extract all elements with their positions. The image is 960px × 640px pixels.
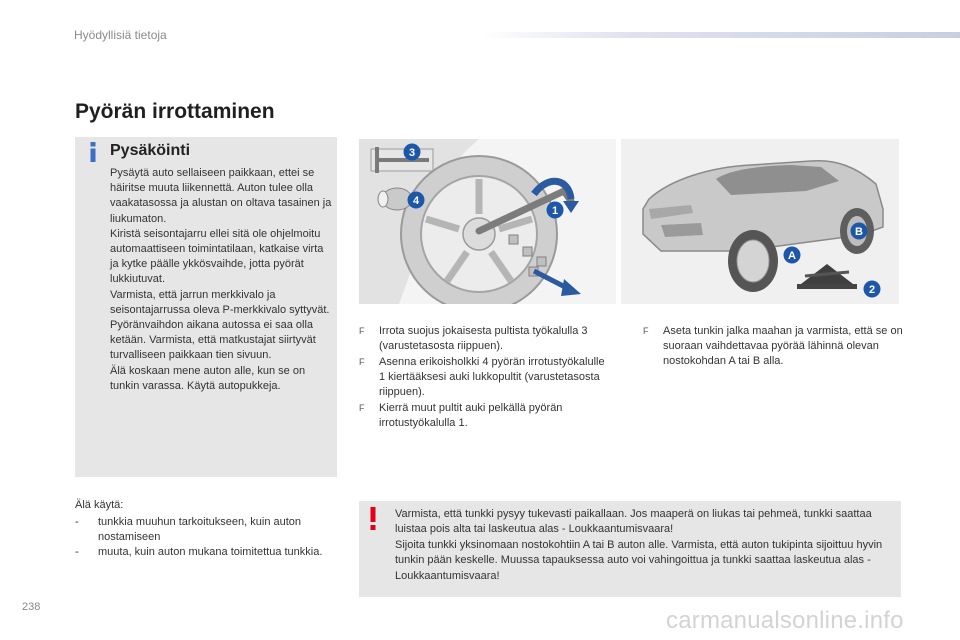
note-dash: - [75, 516, 79, 528]
step-item [359, 355, 609, 400]
info-paragraph: Pyöränvaihdon aikana autossa ei saa olla ketään. Varmista, että matkustajat siirtyvät turvalliseen paikkaan tien sivuun. [110, 319, 316, 362]
step-item [643, 324, 905, 369]
info-body [110, 166, 332, 394]
svg-text:1: 1 [551, 205, 559, 217]
steps-left [359, 324, 609, 432]
info-icon [84, 142, 102, 162]
checkbox-marker-icon: F [643, 326, 649, 336]
note-item [75, 545, 345, 560]
page-number: 238 [22, 601, 41, 613]
checkbox-marker-icon: F [359, 403, 365, 413]
svg-text:A: A [788, 250, 796, 262]
warning-body [395, 507, 895, 584]
warning-icon [368, 507, 378, 531]
warning-paragraph: Sijoita tunkki yksinomaan nostokohtiin A tai B auton alle. Varmista, että auton tukipinta sijoittuu hyvin tunkin pään keskelle. Muussa tapauksessa auto voi vahingoittua ja tunkki saattaa laskeutua alas - Loukkaantumisvaara! [395, 538, 883, 582]
steps-right [643, 324, 905, 370]
info-paragraph: Älä koskaan mene auton alle, kun se on tunkin varassa. Käytä autopukkeja. [110, 364, 306, 392]
callout-1 [546, 201, 564, 219]
step-text: Irrota suojus jokaisesta pultista työkalulla 3 (varustetasosta riippuen). [379, 325, 588, 352]
note-dash: - [75, 546, 79, 558]
step-text: Kierrä muut pultit auki pelkällä pyörän irrotustyökalulla 1. [379, 402, 563, 429]
note-heading: Älä käytä: [75, 499, 124, 511]
checkbox-marker-icon: F [359, 326, 365, 336]
warning-paragraph: Varmista, että tunkki pysyy tukevasti paikallaan. Jos maaperä on liukas tai pehmeä, tunkki saattaa luistaa pois alta tai laskeutua alas - Loukkaantumisvaara! [395, 508, 872, 536]
note-item-text: muuta, kuin auton mukana toimitettua tunkkia. [98, 546, 323, 558]
svg-text:4: 4 [412, 195, 420, 207]
header-rule [480, 32, 960, 38]
step-text: Asenna erikoisholkki 4 pyörän irrotustyökalulle 1 kiertääksesi auki lukkopultit (varustetasosta riippuen). [379, 356, 605, 398]
svg-text:3: 3 [408, 147, 416, 159]
page-title: Pyörän irrottaminen [75, 100, 275, 123]
step-item [359, 324, 609, 354]
watermark: carmanualsonline.info [666, 607, 904, 634]
car-jack-illustration [621, 139, 899, 304]
info-paragraph: Pysäytä auto sellaiseen paikkaan, ettei se häiritse muuta liikennettä. Auton tulee olla vaakatasossa ja alustan on oltava tasainen ja liukumaton. [110, 167, 332, 225]
callout-3 [403, 143, 421, 161]
section-header: Hyödyllisiä tietoja [74, 28, 167, 42]
info-title: Pysäköinti [110, 142, 191, 159]
checkbox-marker-icon: F [359, 357, 365, 367]
note-item [75, 515, 345, 545]
info-paragraph: Varmista, että jarrun merkkivalo ja seisontajarrussa oleva P-merkkivalo syttyvät. [110, 288, 330, 316]
info-paragraph: Kiristä seisontajarru ellei sitä ole ohjelmoitu automaattiseen toimintatilaan, katkaise virta ja kytke päälle ykkösvaihde, jotta pyörät lukkiutuvat. [110, 227, 324, 286]
svg-text:B: B [855, 226, 863, 238]
step-text: Aseta tunkin jalka maahan ja varmista, että se on suoraan vaihdettavaa pyörää lähinnä olevan nostokohdan A tai B alla. [663, 325, 903, 367]
callout-B [850, 222, 868, 240]
callout-4 [407, 191, 425, 209]
note-list [75, 515, 345, 560]
svg-text:2: 2 [868, 284, 876, 296]
callout-A [783, 246, 801, 264]
callout-2 [863, 280, 881, 298]
step-item [359, 401, 609, 431]
note-item-text: tunkkia muuhun tarkoitukseen, kuin auton nostamiseen [98, 516, 302, 543]
wheel-bolts-illustration [359, 139, 616, 304]
